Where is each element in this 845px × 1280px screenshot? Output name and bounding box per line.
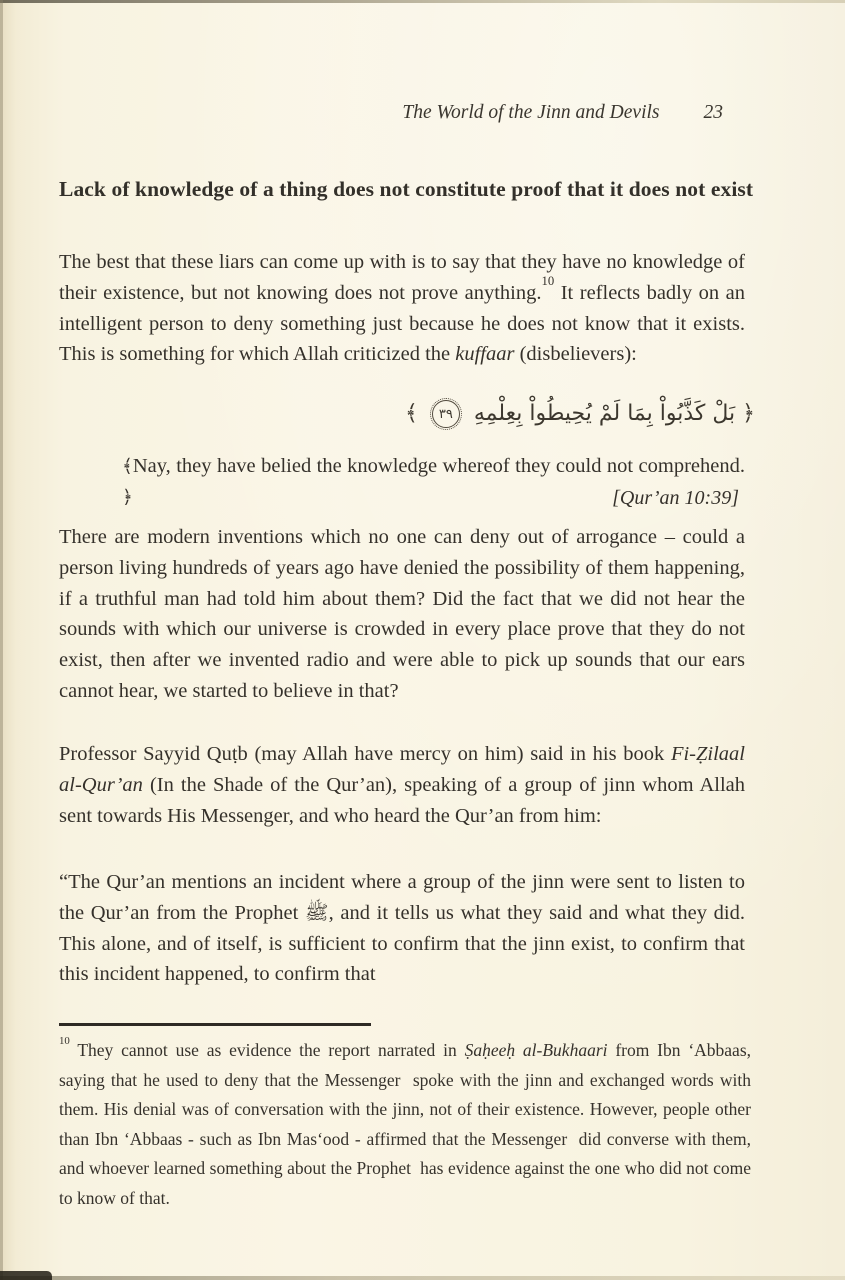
verse-translation-block — [122, 451, 745, 513]
scan-edge-top — [0, 0, 845, 3]
footnote-10: $^{10}$ They cannot use as evidence the report narrated in Ṣaḥeeḥ al-Bukhaari from Ibn ‘Abbaas, saying that he used to deny that the Messenger spoke with the jinn and exchanged words with them. His denial was of conversation with the jinn, not of their existence. However, people other than Ibn ‘Abbaas - such as Ibn Mas‘ood - affirmed that the Messenger did converse with them, and whoever learned something about the Prophet has evidence against the one who did not come to know of that. — [59, 1035, 752, 1208]
verse-close-ornament: ﴾ — [404, 401, 418, 426]
scan-edge-left — [0, 0, 3, 1280]
body-paragraph-2: There are modern inventions which no one can deny out of arrogance – could a person living hundreds of years ago have denied the possibility of them happening, if a truthful man had told him about them? Did the fact that we did not hear the sounds with which our universe is crowded in every place prove that they do not exist, then after we invented radio and were able to pick up sounds that our ears cannot hear, we started to believe in that? — [59, 526, 745, 702]
page-number: 23 — [703, 102, 723, 123]
section-heading: Lack of knowledge of a thing does not constitute proof that it does not exist — [59, 177, 754, 201]
ayah-number-rosette: ٣٩ — [432, 400, 460, 428]
running-title: The World of the Jinn and Devils — [402, 102, 660, 123]
scan-corner-smudge — [0, 1271, 52, 1280]
quran-citation: [Qur’an 10:39] — [612, 487, 739, 509]
page-header — [0, 102, 723, 124]
footnote-divider — [59, 1023, 371, 1026]
verse-open-ornament: ﴿ — [742, 401, 756, 426]
quran-verse-arabic — [370, 400, 790, 428]
body-paragraph-1: The best that these liars can come up with is to say that they have no knowledge of their existence, but not knowing does not prove anything.$^{10}$ It reflects badly on an intelligent person to deny something just because he does not know that it exists. This is something for which Allah criticized the kuffaar (disbelievers): — [59, 251, 745, 366]
verse-translation-text: ﴾Nay, they have belied the knowledge whereof they could not comprehend.﴿ — [122, 455, 745, 508]
scan-edge-bottom — [0, 1276, 845, 1280]
verse-arabic-text: بَلْ كَذَّبُواْ بِمَا لَمْ يُحِيطُواْ بِعِلْمِهِ — [473, 401, 736, 426]
body-paragraph-3: Professor Sayyid Quṭb (may Allah have mercy on him) said in his book Fi-Ẓilaal al-Qur’an (In the Shade of the Qur’an), speaking of a group of jinn whom Allah sent towards His Messenger, and who heard the Qur’an from him: — [59, 743, 745, 827]
body-paragraph-4: “The Qur’an mentions an incident where a group of the jinn were sent to listen to the Qur’an from the Prophet ﷺ, and it tells us what they said and what they did. This alone, and of itself, is sufficient to confirm that the jinn exist, to confirm that this incident happened, to confirm that — [59, 871, 745, 986]
